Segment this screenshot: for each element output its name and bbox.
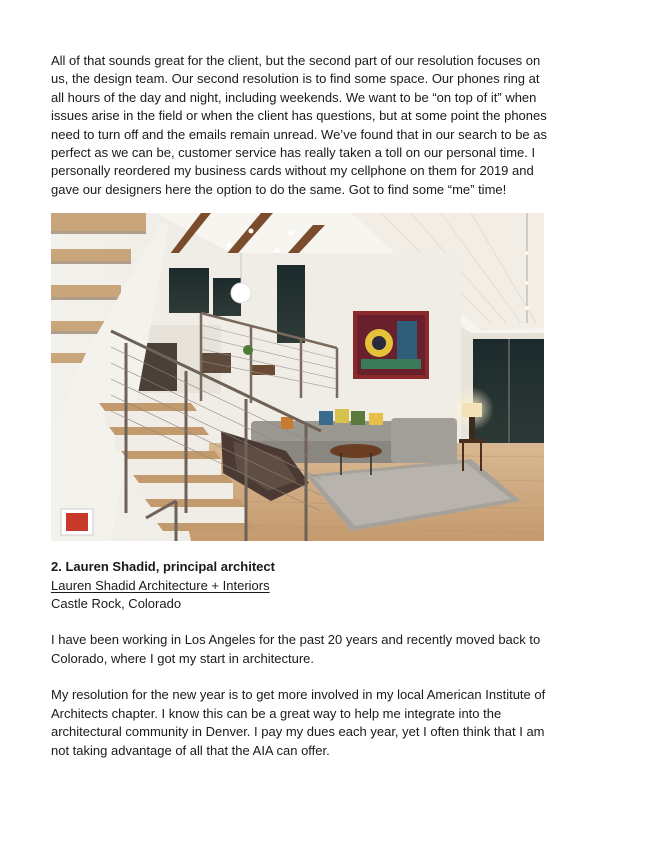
section-heading: 2. Lauren Shadid, principal architect <box>51 559 275 575</box>
paragraph-1: I have been working in Los Angeles for the past 20 years and recently moved back to Colorado, where I got my start in architecture. <box>51 632 541 666</box>
article-body <box>51 52 547 760</box>
architect-info <box>51 558 547 613</box>
intro-paragraph: All of that sounds great for the client, but the second part of our resolution focuses on us, the design team. Our second resolution is to find some space. Our phones ring at all hours of the day and night, including weekends. We want to be “on top of it” when issues arise in the field or when the client has questions, but at some point the phones need to turn off and the emails remain unread. We’ve found that in our search to be as perfect as we can be, customer service has really taken a toll on our personal time. I personally reordered my business cards without my cellphone on them for 2019 and gave our designers here the option to do the same. Got to find some “me” time! <box>51 53 547 197</box>
interior-photo <box>51 213 544 541</box>
paragraph-2: My resolution for the new year is to get more involved in my local American Institute of Architects chapter. I know this can be a great way to help me integrate into the architectural community in Denver. I pay my dues each year, yet I often think that I am not taking advantage of all that the AIA can offer. <box>51 687 546 758</box>
firm-link[interactable]: Lauren Shadid Architecture + Interiors <box>51 577 270 593</box>
location-text: Castle Rock, Colorado <box>51 596 182 612</box>
